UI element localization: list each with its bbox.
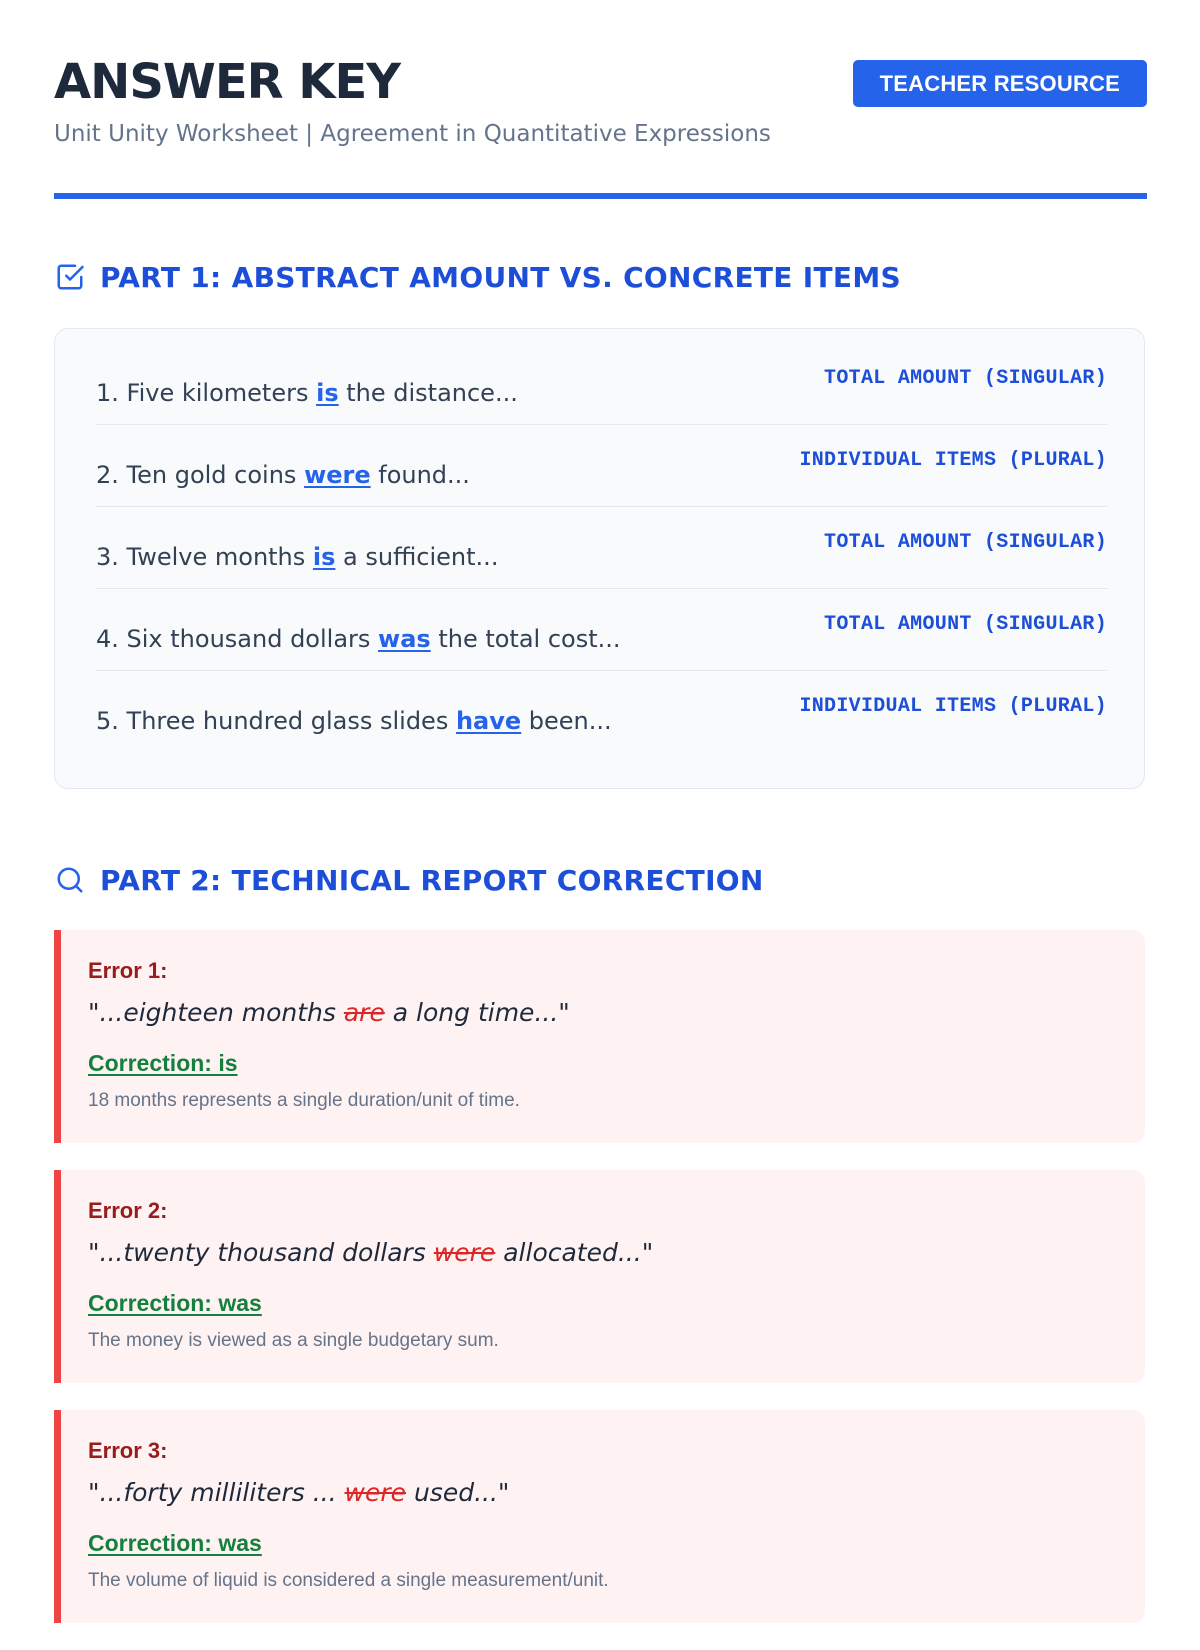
incorrect-verb: were [433,1238,496,1267]
correct-verb: were [304,461,371,489]
error-card [54,930,1145,1143]
category-tag: TOTAL AMOUNT (SINGULAR) [824,367,1107,390]
category-tag: INDIVIDUAL ITEMS (PLURAL) [799,695,1107,718]
answer-row [96,589,1107,671]
correction-text: Correction: was [88,1290,262,1316]
part2-heading [54,860,764,900]
quote-end: allocated..." [495,1238,654,1267]
error-card [54,1410,1145,1623]
explanation-text: The volume of liquid is considered a single measurement/unit. [88,1570,609,1591]
incorrect-verb: are [343,998,385,1027]
correct-verb: is [312,543,336,571]
part1-answer-card [54,328,1145,789]
explanation-text: The money is viewed as a single budgetary sum. [88,1330,499,1351]
sentence-end: been... [521,707,612,735]
error-label: Error 3: [88,1438,168,1463]
sentence-start: 5. Three hundred glass slides [96,707,456,735]
answer-row [96,671,1107,752]
error-card [54,1170,1145,1383]
part1-answer-list [96,343,1107,752]
error-quote [88,1478,509,1507]
answer-sentence [96,623,621,655]
part1-heading [54,257,901,297]
answer-sentence [96,459,470,491]
sentence-start: 3. Twelve months [96,543,313,571]
quote-end: used..." [406,1478,510,1507]
correct-verb: was [378,625,431,653]
sentence-end: the distance... [338,379,518,407]
header [54,0,1147,200]
correction-text: Correction: is [88,1050,238,1076]
answer-row [96,425,1107,507]
answer-row [96,343,1107,425]
correct-verb: have [455,707,522,735]
error-quote [88,1238,653,1267]
error-label: Error 2: [88,1198,168,1223]
category-tag: TOTAL AMOUNT (SINGULAR) [824,613,1107,636]
sentence-end: a sufficient... [335,543,499,571]
quote-start: "...twenty thousand dollars [88,1238,434,1267]
sentence-end: found... [370,461,470,489]
category-tag: INDIVIDUAL ITEMS (PLURAL) [799,449,1107,472]
answer-sentence [96,377,518,409]
sentence-start: 2. Ten gold coins [96,461,305,489]
sentence-end: the total cost... [430,625,621,653]
explanation-text: 18 months represents a single duration/unit of time. [88,1090,520,1111]
quote-start: "...eighteen months [88,998,344,1027]
sentence-start: 4. Six thousand dollars [96,625,379,653]
answer-sentence [96,705,612,737]
error-label: Error 1: [88,958,168,983]
correct-verb: is [316,379,339,407]
answer-key-page [54,0,1147,1591]
error-quote [88,998,570,1027]
teacher-resource-badge: TEACHER RESOURCE [853,60,1147,107]
answer-row [96,507,1107,589]
part2-error-list [54,930,1145,1650]
sentence-start: 1. Five kilometers [96,379,317,407]
checkbox-check-icon [54,261,86,293]
header-divider [54,193,1147,199]
answer-sentence [96,541,498,573]
quote-start: "...forty milliliters ... [88,1478,345,1507]
part2-heading-label: PART 2: TECHNICAL REPORT CORRECTION [100,863,764,897]
correction-text: Correction: was [88,1530,262,1556]
page-title: ANSWER KEY [54,54,401,110]
search-icon [54,864,86,896]
page-subtitle: Unit Unity Worksheet | Agreement in Quantitative Expressions [54,121,771,147]
category-tag: TOTAL AMOUNT (SINGULAR) [824,531,1107,554]
incorrect-verb: were [344,1478,407,1507]
part1-heading-label: PART 1: ABSTRACT AMOUNT VS. CONCRETE ITEMS [100,260,901,294]
quote-end: a long time..." [384,998,570,1027]
